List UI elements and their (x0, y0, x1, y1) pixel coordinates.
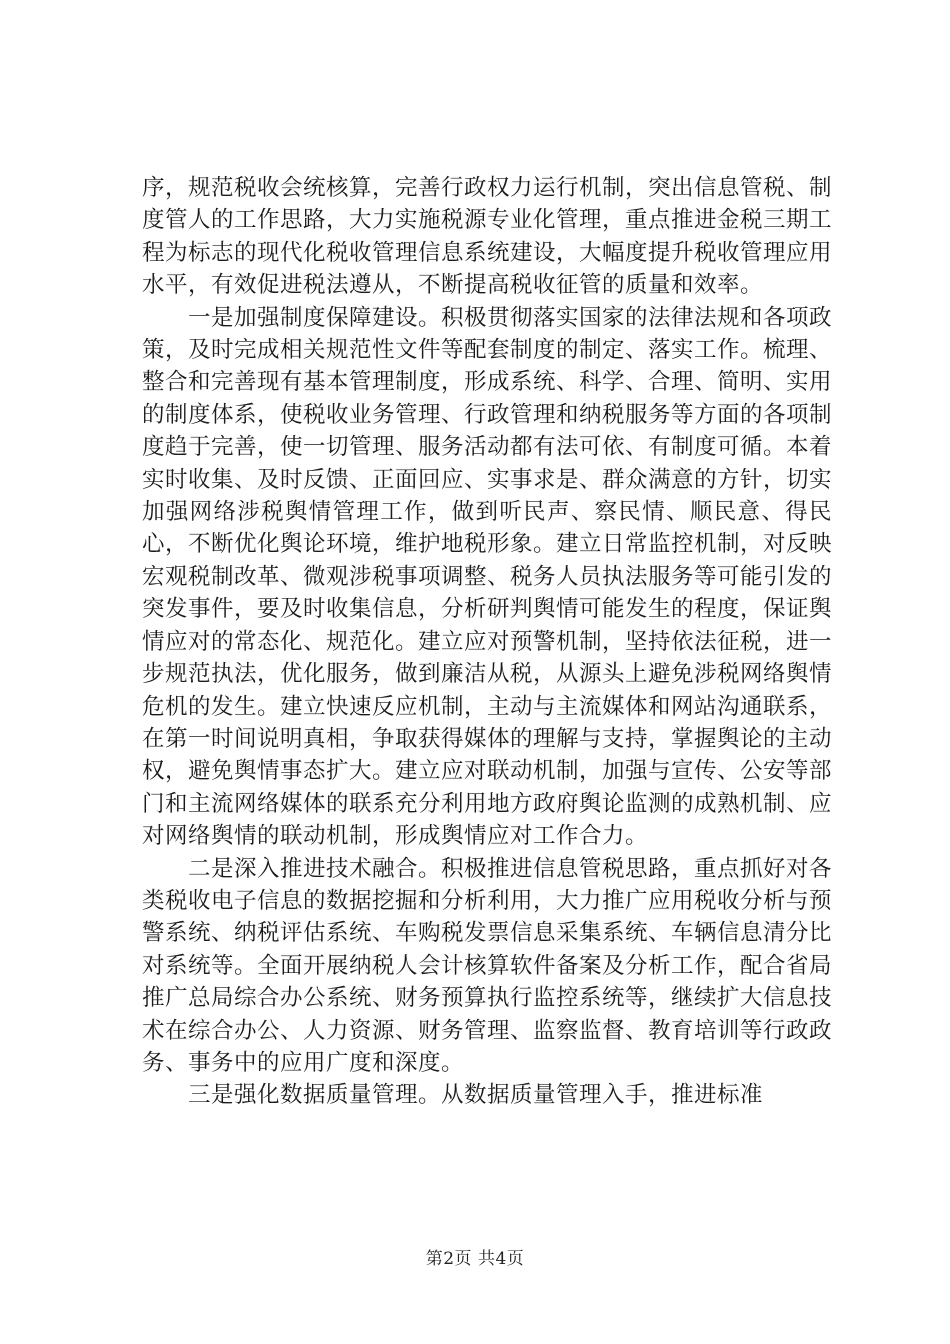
paragraph-system-guarantee: 一是加强制度保障建设。积极贯彻落实国家的法律法规和各项政策，及时完成相关规范性文件等配套制度的制定、落实工作。梳理、整合和完善现有基本管理制度，形成系统、科学、合理、简明、实用的制度体系，使税收业务管理、行政管理和纳税服务等方面的各项制度趋于完善，使一切管理、服务活动都有法可依、有制度可循。本着实时收集、及时反馈、正面回应、实事求是、群众满意的方针，切实加强网络涉税舆情管理工作，做到听民声、察民情、顺民意、得民心，不断优化舆论环境，维护地税形象。建立日常监控机制，对反映宏观税制改革、微观涉税事项调整、税务人员执法服务等可能引发的突发事件，要及时收集信息，分析研判舆情可能发生的程度，保证舆情应对的常态化、规范化。建立应对预警机制，坚持依法征税，进一步规范执法，优化服务，做到廉洁从税，从源头上避免涉税网络舆情危机的发生。建立快速反应机制，主动与主流媒体和网站沟通联系，在第一时间说明真相，争取获得媒体的理解与支持，掌握舆论的主动权，避免舆情事态扩大。建立应对联动机制，加强与宣传、公安等部门和主流网络媒体的联系充分利用地方政府舆论监测的成熟机制、应对网络舆情的联动机制，形成舆情应对工作合力。 (142, 304, 833, 850)
paragraph-continuation: 序，规范税收会统核算，完善行政权力运行机制，突出信息管税、制度管人的工作思路，大力实施税源专业化管理，重点推进金税三期工程为标志的现代化税收管理信息系统建设，大幅度提升税收管理应用水平，有效促进税法遵从，不断提高税收征管的质量和效率。 (142, 175, 833, 299)
paragraph-data-quality: 三是强化数据质量管理。从数据质量管理入手，推进标准 (188, 1082, 764, 1109)
paragraph-tech-integration: 二是深入推进技术融合。积极推进信息管税思路，重点抓好对各类税收电子信息的数据挖掘和分析利用，大力推广应用税收分析与预警系统、纳税评估系统、车购税发票信息采集系统、车辆信息清分比对系统等。全面开展纳税人会计核算软件备案及分析工作，配合省局推广总局综合办公系统、财务预算执行监控系统等，继续扩大信息技术在综合办公、人力资源、财务管理、监察监督、教育培训等行政政务、事务中的应用广度和深度。 (142, 855, 833, 1076)
page-number-footer: 第2页 共4页 (425, 1249, 525, 1269)
document-body (142, 172, 832, 1112)
